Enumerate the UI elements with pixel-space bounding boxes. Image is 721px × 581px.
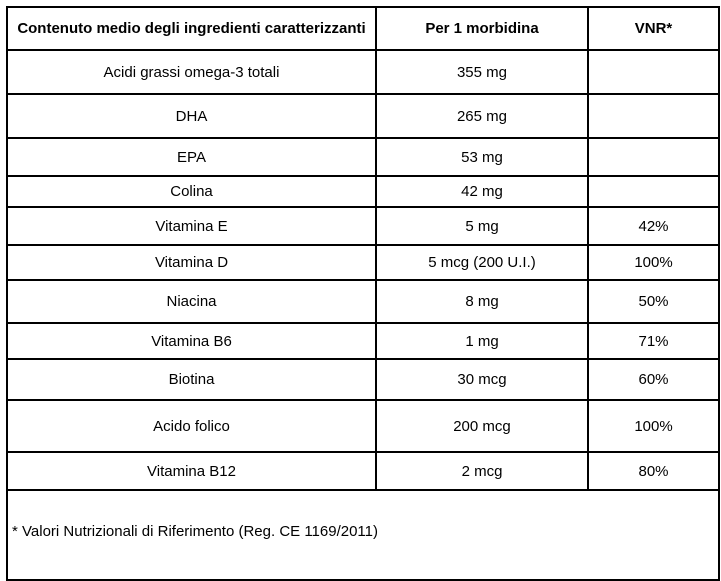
ingredient-name: Colina [7, 176, 376, 207]
ingredient-amount: 8 mg [376, 280, 588, 323]
ingredient-vnr [588, 138, 719, 176]
header-per-unit: Per 1 morbidina [376, 7, 588, 50]
ingredient-name: EPA [7, 138, 376, 176]
ingredient-amount: 30 mcg [376, 359, 588, 400]
table-row [7, 176, 719, 207]
ingredient-name: Acidi grassi omega-3 totali [7, 50, 376, 94]
ingredient-name: Niacina [7, 280, 376, 323]
ingredient-name: Vitamina D [7, 245, 376, 280]
ingredient-vnr: 100% [588, 400, 719, 452]
ingredient-vnr [588, 50, 719, 94]
ingredient-name: Biotina [7, 359, 376, 400]
table-row [7, 280, 719, 323]
table-row [7, 138, 719, 176]
table-row [7, 452, 719, 490]
table-row [7, 94, 719, 138]
ingredient-amount: 355 mg [376, 50, 588, 94]
ingredient-name: DHA [7, 94, 376, 138]
table-header-row [7, 7, 719, 50]
ingredient-vnr: 100% [588, 245, 719, 280]
table-row [7, 323, 719, 359]
ingredient-vnr: 80% [588, 452, 719, 490]
table-row [7, 207, 719, 245]
ingredient-amount: 2 mcg [376, 452, 588, 490]
ingredient-name: Vitamina E [7, 207, 376, 245]
footnote-text: * Valori Nutrizionali di Riferimento (Reg. CE 1169/2011) [7, 490, 719, 580]
table-row [7, 359, 719, 400]
ingredient-name: Vitamina B6 [7, 323, 376, 359]
ingredient-vnr [588, 176, 719, 207]
ingredient-amount: 42 mg [376, 176, 588, 207]
ingredient-vnr [588, 94, 719, 138]
header-ingredients: Contenuto medio degli ingredienti caratterizzanti [7, 7, 376, 50]
table-row [7, 245, 719, 280]
ingredient-name: Acido folico [7, 400, 376, 452]
ingredient-amount: 265 mg [376, 94, 588, 138]
ingredient-vnr: 50% [588, 280, 719, 323]
ingredient-amount: 5 mg [376, 207, 588, 245]
ingredient-amount: 200 mcg [376, 400, 588, 452]
ingredient-vnr: 71% [588, 323, 719, 359]
ingredient-amount: 53 mg [376, 138, 588, 176]
ingredient-vnr: 42% [588, 207, 719, 245]
ingredient-amount: 1 mg [376, 323, 588, 359]
nutrition-table-container [6, 6, 718, 581]
nutrition-table [6, 6, 720, 581]
ingredient-name: Vitamina B12 [7, 452, 376, 490]
table-row [7, 50, 719, 94]
ingredient-vnr: 60% [588, 359, 719, 400]
ingredient-amount: 5 mcg (200 U.I.) [376, 245, 588, 280]
footnote-row [7, 490, 719, 580]
table-row [7, 400, 719, 452]
header-vnr: VNR* [588, 7, 719, 50]
